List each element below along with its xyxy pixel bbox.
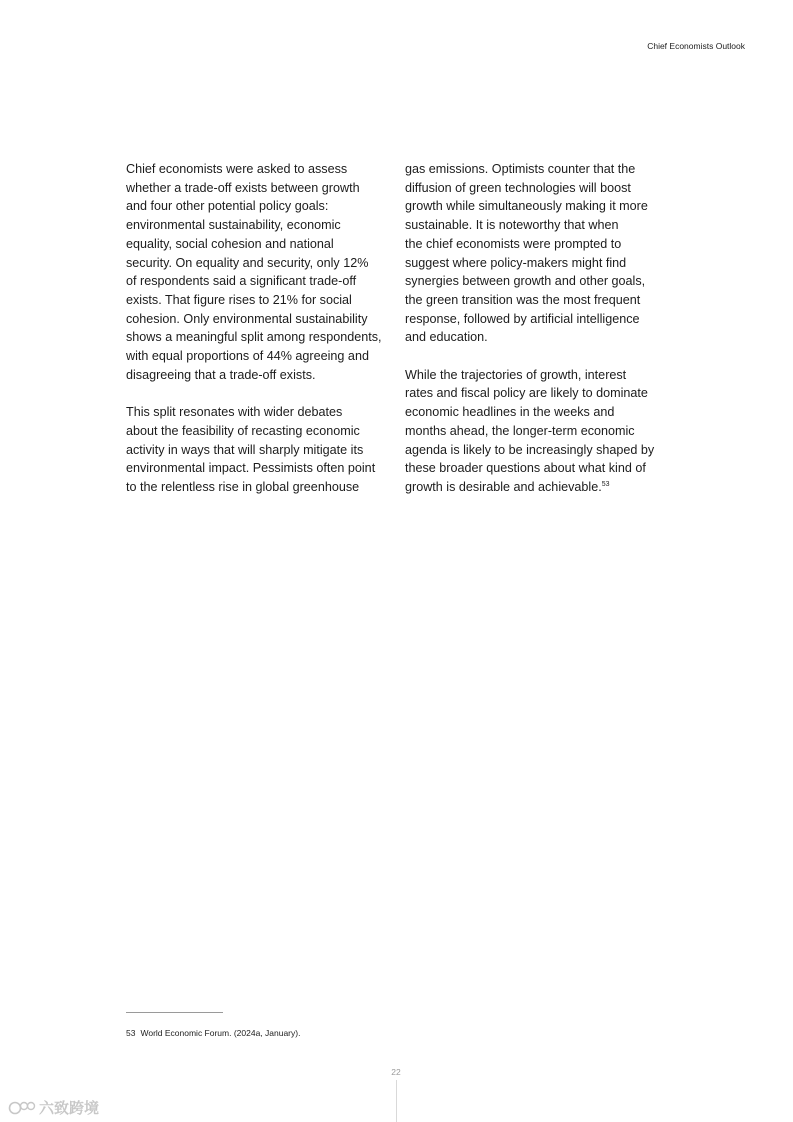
paragraph: [126, 160, 388, 384]
text-line: disagreeing that a trade-off exists.: [126, 367, 316, 382]
text-line: the green transition was the most frequent: [405, 292, 641, 307]
text-line: with equal proportions of 44% agreeing and: [126, 349, 369, 364]
text-line: economic headlines in the weeks and: [405, 405, 615, 420]
footnote: [126, 1028, 300, 1038]
text-line: shows a meaningful split among respondents,: [126, 330, 382, 345]
text-line: equality, social cohesion and national: [126, 236, 334, 251]
page-number: 22: [391, 1067, 401, 1077]
text-line: synergies between growth and other goals,: [405, 274, 646, 289]
text-line: whether a trade-off exists between growth: [126, 180, 360, 195]
text-line: suggest where policy-makers might find: [405, 255, 627, 270]
text-line: [405, 478, 667, 497]
footnote-number: 53: [126, 1028, 136, 1038]
text-line: response, followed by artificial intelligence: [405, 311, 640, 326]
text-line: sustainable. It is noteworthy that when: [405, 218, 619, 233]
paragraph: [126, 403, 388, 497]
text-line: the chief economists were prompted to: [405, 236, 622, 251]
text-line: to the relentless rise in global greenhouse: [126, 479, 360, 494]
text-line: and education.: [405, 330, 488, 345]
text-line: of respondents said a significant trade-off: [126, 274, 357, 289]
text-line: months ahead, the longer-term economic: [405, 423, 635, 438]
watermark-logo-icon: [8, 1100, 36, 1116]
text-line: exists. That figure rises to 21% for social: [126, 292, 352, 307]
text-line: This split resonates with wider debates: [126, 405, 343, 420]
text-line: and four other potential policy goals:: [126, 199, 329, 214]
footnote-divider: [126, 1012, 223, 1013]
footnote-reference[interactable]: 53: [601, 480, 610, 488]
last-line-text: growth is desirable and achievable.: [405, 479, 602, 494]
text-line: environmental impact. Pessimists often point: [126, 461, 376, 476]
text-line: Chief economists were asked to assess: [126, 162, 348, 176]
text-line: gas emissions. Optimists counter that the: [405, 162, 636, 176]
paragraph: [405, 366, 667, 497]
text-line: security. On equality and security, only 12%: [126, 255, 369, 270]
text-line: diffusion of green technologies will boost: [405, 180, 631, 195]
watermark-text: 六致跨境: [39, 1099, 100, 1117]
text-line: agenda is likely to be increasingly shaped by: [405, 442, 655, 457]
text-line: these broader questions about what kind of: [405, 461, 646, 476]
page-divider: [396, 1080, 397, 1122]
text-line: cohesion. Only environmental sustainability: [126, 311, 368, 326]
text-line: growth while simultaneously making it more: [405, 199, 648, 214]
running-header-title: Chief Economists Outlook: [647, 41, 745, 51]
text-line: activity in ways that will sharply mitigate its: [126, 442, 364, 457]
paragraph: [405, 160, 667, 347]
text-line: about the feasibility of recasting economic: [126, 423, 360, 438]
watermark: [8, 1097, 99, 1118]
text-line: environmental sustainability, economic: [126, 218, 341, 233]
text-line: rates and fiscal policy are likely to dominate: [405, 386, 648, 401]
left-column: [126, 160, 388, 515]
text-line: While the trajectories of growth, interest: [405, 367, 627, 382]
footnote-text: World Economic Forum. (2024a, January).: [140, 1028, 301, 1038]
right-column: [405, 160, 667, 515]
